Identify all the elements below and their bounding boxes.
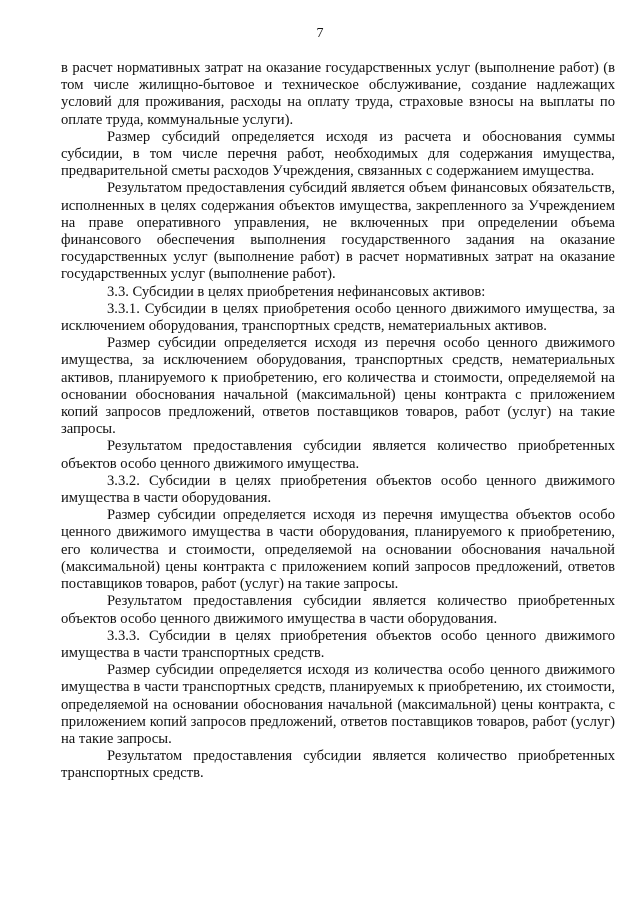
paragraph-subsidy-result: Результатом предоставления субсидий является объем финансовых обязательств, исполненных в целях содержания объектов имущества, закрепленного за Учреждением на праве оперативного управления, не включенных при определении объема финансового обеспечения выполнения государственного задания на оказание государственных услуг (выполнение работ) в расчет нормативных затрат на оказание государственных услуг (выполнение работ). <box>61 180 615 283</box>
document-body <box>61 60 615 783</box>
paragraph-continuation: в расчет нормативных затрат на оказание государственных услуг (выполнение работ) (в том числе жилищно-бытовое и техническое обслуживание, создание надлежащих условий для проживания, расходы на оплату труда, страховые взносы на выплаты по оплате труда, коммунальные услуги). <box>61 60 615 128</box>
paragraph-3-3-3-result: Результатом предоставления субсидии является количество приобретенных транспортных средств. <box>61 748 615 782</box>
paragraph-3-3-1-result: Результатом предоставления субсидии является количество приобретенных объектов особо ценного движимого имущества. <box>61 438 615 472</box>
section-heading-3-3-1: 3.3.1. Субсидии в целях приобретения особо ценного движимого имущества, за исключением оборудования, транспортных средств, нематериальных активов. <box>61 300 615 335</box>
section-heading-3-3: 3.3. Субсидии в целях приобретения нефинансовых активов: <box>107 283 486 300</box>
paragraph-subsidy-size: Размер субсидий определяется исходя из расчета и обоснования суммы субсидии, в том числе перечня работ, необходимых для содержания имущества, предварительной сметы расходов Учреждения, связанных с содержанием имущества. <box>61 128 615 180</box>
paragraph-3-3-3-size: Размер субсидии определяется исходя из количества особо ценного движимого имущества в части транспортных средств, планируемых к приобретению, их стоимости, определяемой на основании обоснования начальной (максимальной) цены контракта, с приложением копий запросов предложений, ответов поставщиков товаров, работ (услуг) на такие запросы. <box>61 662 615 747</box>
paragraph-3-3-1-size: Размер субсидии определяется исходя из перечня особо ценного движимого имущества, за исключением оборудования, транспортных средств, нематериальных активов, планируемого к приобретению, его количества и стоимости, определяемой на основании обоснования начальной (максимальной) цены контракта с приложением копий запросов предложений, ответов поставщиков товаров, работ (услуг) на такие запросы. <box>61 335 615 438</box>
page-number: 7 <box>316 26 324 41</box>
section-heading-3-3-3: 3.3.3. Субсидии в целях приобретения объектов особо ценного движимого имущества в части транспортных средств. <box>61 627 615 661</box>
section-heading-3-3-2: 3.3.2. Субсидии в целях приобретения объектов особо ценного движимого имущества в части оборудования. <box>61 472 615 507</box>
paragraph-3-3-2-size: Размер субсидии определяется исходя из перечня имущества объектов особо ценного движимого имущества в части оборудования, планируемого к приобретению, его количества и стоимости, определяемой на основании обоснования начальной (максимальной) цены контракта с приложением копий запросов предложений, ответов поставщиков товаров, работ (услуг) на такие запросы. <box>61 507 615 593</box>
paragraph-3-3-2-result: Результатом предоставления субсидии является количество приобретенных объектов особо ценного движимого имущества в части оборудования. <box>61 593 615 627</box>
